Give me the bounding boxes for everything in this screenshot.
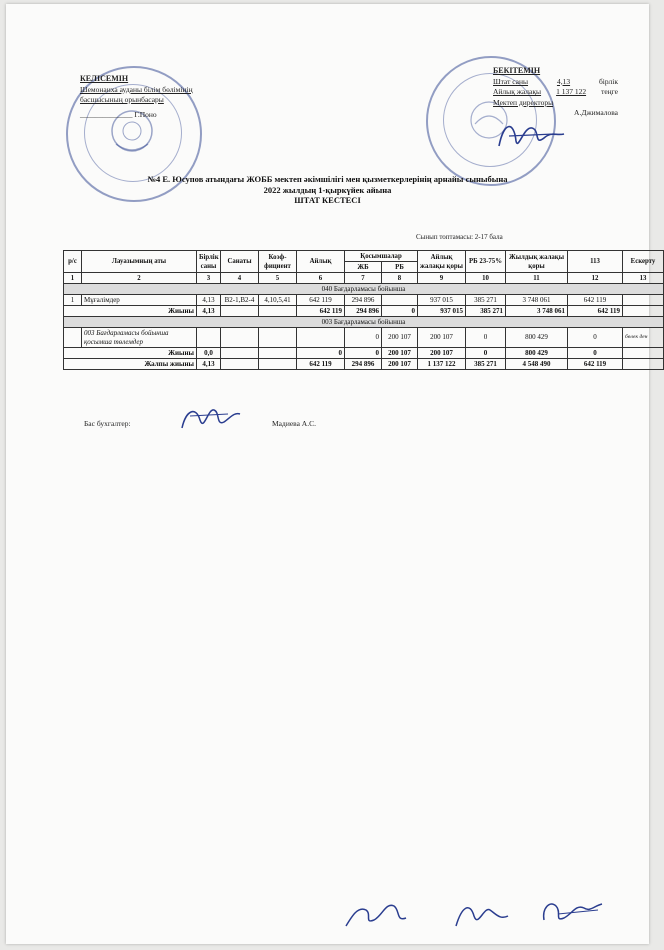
header-jb: ЖБ	[345, 262, 382, 273]
grand-salary: 642 119	[297, 359, 345, 370]
total2-113: 0	[568, 348, 623, 359]
total1-empty	[259, 306, 297, 317]
accountant-signature	[178, 402, 248, 436]
row2-empty	[297, 328, 345, 348]
header-note: Ескерту	[623, 251, 664, 273]
row1-units: 4,13	[197, 295, 221, 306]
total1-label: Жиыны	[64, 306, 197, 317]
row2-monthly: 200 107	[418, 328, 466, 348]
header-category: Санаты	[221, 251, 259, 273]
col-number: 10	[466, 273, 506, 284]
bottom-signature-1	[342, 896, 412, 932]
approval-staff-label: Штат саны	[493, 76, 529, 86]
accountant-label: Бас бухгалтер:	[84, 419, 131, 428]
section-003-label: 003 Бағдарламасы бойынша	[64, 317, 664, 328]
total1-rb: 0	[382, 306, 418, 317]
col-number: 7	[345, 273, 382, 284]
row2-113: 0	[568, 328, 623, 348]
approval-staff-unit: бірлік	[598, 76, 618, 86]
row2-rb-pct: 0	[466, 328, 506, 348]
grand-annual: 4 548 490	[506, 359, 568, 370]
row2-empty	[197, 328, 221, 348]
staff-table	[63, 250, 664, 370]
col-number: 1	[64, 273, 82, 284]
row1-monthly: 937 015	[418, 295, 466, 306]
header-num: р/с	[64, 251, 82, 273]
row1-rb-pct: 385 271	[466, 295, 506, 306]
total1-empty	[221, 306, 259, 317]
header-units: Бірлік саны	[197, 251, 221, 273]
row1-coef: 4,10,5,41	[259, 295, 297, 306]
total1-rb-pct: 385 271	[466, 306, 506, 317]
row2-empty	[259, 328, 297, 348]
director-signature	[494, 116, 574, 156]
document-page	[6, 4, 656, 944]
row1-annual: 3 748 061	[506, 295, 568, 306]
total2-units: 0,0	[197, 348, 221, 359]
row2-annual: 800 429	[506, 328, 568, 348]
col-number: 6	[297, 273, 345, 284]
total2-rb: 200 107	[382, 348, 418, 359]
bottom-signature-2	[452, 896, 512, 932]
table-row	[64, 328, 664, 348]
total2-jb: 0	[345, 348, 382, 359]
section-row-040	[64, 284, 664, 295]
row2-jb: 0	[345, 328, 382, 348]
total2-empty	[221, 348, 259, 359]
row1-salary: 642 119	[297, 295, 345, 306]
header-annual-fund: Жылдық жалақы қоры	[506, 251, 568, 273]
approval-director-label: Мектеп директоры	[493, 97, 554, 107]
grand-label: Жалпы жиыны	[64, 359, 197, 370]
grand-rb-pct: 385 271	[466, 359, 506, 370]
row2-note: бөлек ден	[623, 328, 664, 348]
grand-rb: 200 107	[382, 359, 418, 370]
title-line1: №4 Е. Юсупов атындағы ЖОББ мектеп әкімшілігі мен қызметкерлерінің арнайы сыныбына	[147, 174, 508, 184]
grand-jb: 294 896	[345, 359, 382, 370]
row2-empty	[221, 328, 259, 348]
table-header-row	[64, 251, 664, 262]
approval-director-row	[493, 98, 618, 109]
header-rb-pct: РБ 23-75%	[466, 251, 506, 273]
approval-salary-label: Айлық жалақы	[493, 87, 542, 96]
total1-annual: 3 748 061	[506, 306, 568, 317]
total2-monthly: 200 107	[418, 348, 466, 359]
col-number: 9	[418, 273, 466, 284]
grand-monthly: 1 137 122	[418, 359, 466, 370]
approval-salary-unit: теңге	[601, 87, 618, 96]
total2-label: Жиыны	[64, 348, 197, 359]
total2-empty	[623, 348, 664, 359]
header-coef: Коэф-фициент	[259, 251, 297, 273]
table-col-numbers-row	[64, 273, 664, 284]
col-number: 8	[382, 273, 418, 284]
total2-annual: 800 429	[506, 348, 568, 359]
title-line3: ШТАТ КЕСТЕСІ	[294, 195, 361, 205]
row1-category: B2-1,B2-4	[221, 295, 259, 306]
approval-staff-value: 4,13	[556, 76, 571, 86]
header-allowances: Қосымшалар	[345, 251, 418, 262]
total1-empty	[623, 306, 664, 317]
document-title	[6, 174, 649, 206]
section-040-label: 040 Бағдарламасы бойынша	[64, 284, 664, 295]
grand-empty	[221, 359, 259, 370]
total-row-040	[64, 306, 664, 317]
row1-note	[623, 295, 664, 306]
header-position: Лауазымның аты	[82, 251, 197, 273]
row1-num: 1	[64, 295, 82, 306]
col-number: 2	[82, 273, 197, 284]
approval-block-left	[80, 74, 193, 120]
total2-rb-pct: 0	[466, 348, 506, 359]
total-row-003	[64, 348, 664, 359]
total1-jb: 294 896	[345, 306, 382, 317]
header-salary: Айлық	[297, 251, 345, 273]
title-line2: 2022 жылдың 1-қыркүйек айына	[263, 184, 392, 195]
row1-rb	[382, 295, 418, 306]
total1-units: 4,13	[197, 306, 221, 317]
row2-empty	[64, 328, 82, 348]
row1-position: Мұғалімдер	[82, 295, 197, 306]
header-113: 113	[568, 251, 623, 273]
class-complect-note: Сынып топтамасы: 2-17 бала	[416, 233, 503, 241]
header-rb: РБ	[382, 262, 418, 273]
col-number: 12	[568, 273, 623, 284]
table-row	[64, 295, 664, 306]
approval-left-line3: ______________ Г.Поно	[80, 109, 157, 119]
total1-113: 642 119	[568, 306, 623, 317]
header-monthly-fund: Айлық жалақы қоры	[418, 251, 466, 273]
approval-salary-value: 1 137 122	[556, 87, 587, 96]
grand-113: 642 119	[568, 359, 623, 370]
approval-left-line1: Шемонаиха ауданы білім бөлімінің	[80, 84, 193, 94]
row2-position: 003 Бағдарламасы бойынша қосымша төлемдер	[82, 328, 197, 348]
approval-salary-row	[493, 87, 618, 98]
approval-director-name: А.Джималова	[574, 108, 618, 117]
col-number: 11	[506, 273, 568, 284]
col-number: 5	[259, 273, 297, 284]
grand-total-row	[64, 359, 664, 370]
total2-salary: 0	[297, 348, 345, 359]
approval-left-heading: КЕЛІСЕМІН	[80, 74, 129, 83]
approval-block-right	[493, 66, 618, 119]
col-number: 3	[197, 273, 221, 284]
total1-salary: 642 119	[297, 306, 345, 317]
approval-staff-count-row	[493, 77, 618, 88]
row1-jb: 294 896	[345, 295, 382, 306]
row2-rb: 200 107	[382, 328, 418, 348]
grand-units: 4,13	[197, 359, 221, 370]
approval-right-heading: БЕКІТЕМІН	[493, 66, 541, 75]
total1-monthly: 937 015	[418, 306, 466, 317]
row1-113: 642 119	[568, 295, 623, 306]
total2-empty	[259, 348, 297, 359]
col-number: 13	[623, 273, 664, 284]
section-row-003	[64, 317, 664, 328]
grand-empty	[259, 359, 297, 370]
grand-empty	[623, 359, 664, 370]
col-number: 4	[221, 273, 259, 284]
bottom-signature-3	[538, 892, 608, 928]
approval-left-line2: басшысының орынбасары	[80, 95, 164, 104]
accountant-name: Мадиева А.С.	[272, 419, 316, 428]
